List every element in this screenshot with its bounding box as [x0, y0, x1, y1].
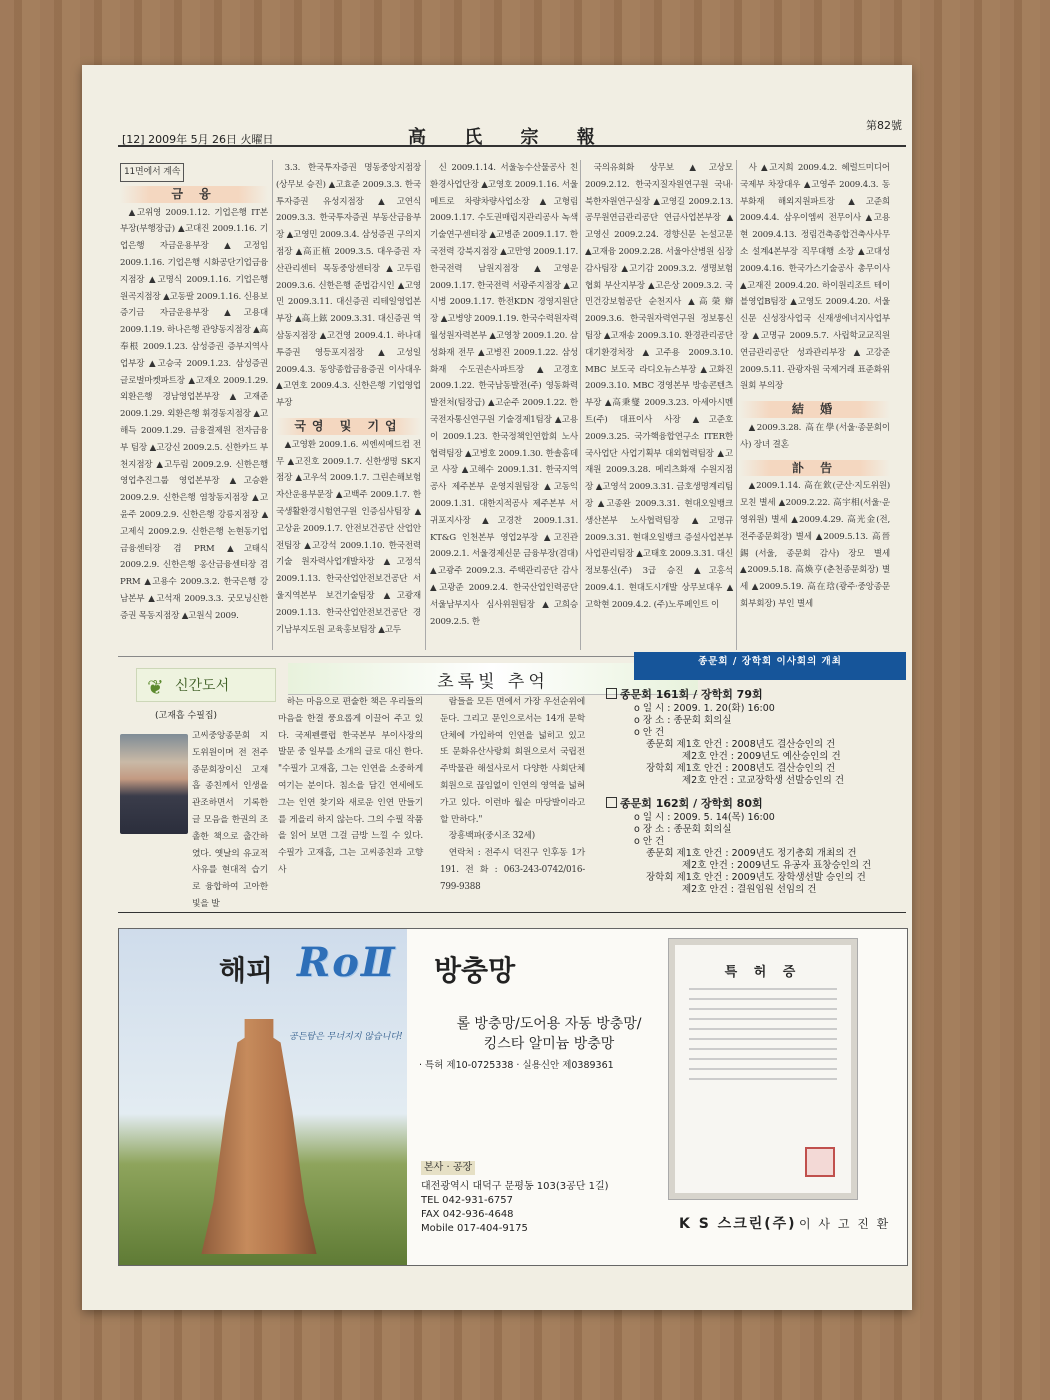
- mobile: Mobile 017-404-9175: [421, 1223, 528, 1234]
- new-book-logo: [136, 668, 276, 702]
- agenda-item: 장학회 제1호 안건 : 2009년도 장학생선발 승인의 건: [646, 872, 866, 883]
- book-author-line: 장흥백파(중시조 32세): [448, 831, 536, 842]
- state-text-cont3: 사 ▲고지희 2009.4.2. 헤럴드미디어 국제부 차장대우 ▲고영주 2009.4.3. 동부화재 해외지원파트장 ▲고준희 2009.4.4. 삼우이엠씨 전무이사 ▲고용현 2009.4.13. 정림건축종합건축사사무소 설계4본부장 직무대행 소장 ▲고대성 2009.4.16. 한국가스기술공사 총무이사 ▲고재진 2009.4.20. 하이원리조트 테이블영업B팀장 ▲고영도 2009.4.20. 서울신문 신성장사업국 신재생에너지사업부장 ▲고명규 2009.5.7. 사립학교교직원연금관리공단 성과관리부장 ▲고강준 2009.5.11. 관광자원 국제거래 표준화위원회 부의장: [740, 163, 890, 392]
- divider: [580, 160, 581, 650]
- book-column-3: [440, 694, 585, 894]
- certificate-title: 특 허 증: [724, 965, 802, 980]
- advertisement: [118, 928, 908, 1266]
- agenda-item: 제2호 안건 : 고교장학생 선발승인의 건: [682, 775, 844, 786]
- meeting-notice: [594, 652, 906, 895]
- ad-address-block: [421, 1161, 609, 1236]
- column-5: [740, 160, 890, 653]
- company-name: K S 스크린(주): [679, 1216, 797, 1232]
- meeting-161-heading: 종문회 161회 / 장학회 79회: [606, 686, 906, 702]
- address: 대전광역시 대덕구 문평동 103(3공단 1길): [421, 1181, 609, 1192]
- new-book-label: 신간도서: [175, 678, 230, 694]
- book-column-1: [120, 728, 268, 909]
- agenda-item: 제2호 안건 : 결원임원 선임의 건: [682, 884, 817, 895]
- section-state-enterprise: 국영 및 기업: [276, 418, 421, 435]
- column-1: [120, 163, 268, 653]
- wedding-text: ▲2009.3.28. 高在學(서울·종문회이사) 장녀 결혼: [740, 422, 890, 450]
- book-subtitle: (고재흡 수필집): [155, 711, 218, 721]
- section-wedding: 結 婚: [740, 401, 890, 418]
- product-line-1: 롤 방충망/도어용 자동 방충망/: [456, 1016, 642, 1032]
- company-director: 이 사 고 진 환: [799, 1217, 891, 1231]
- column-2: [276, 160, 421, 653]
- official-seal: [805, 1147, 835, 1177]
- column-4: [585, 160, 733, 653]
- meeting-161-agenda: o 안 건: [634, 727, 665, 738]
- meeting-162-heading: 종문회 162회 / 장학회 80회: [606, 795, 906, 811]
- meeting-162-agenda: o 안 건: [634, 836, 665, 847]
- meeting-162-place: o 장 소 : 종문회 회의실: [634, 824, 732, 835]
- newspaper-title: 高 氏 宗 報: [408, 127, 611, 148]
- roll-logo: RoⅡ: [297, 939, 397, 986]
- section-obituary: 訃 告: [740, 460, 890, 477]
- agenda-item: 종문회 제1호 안건 : 2008년도 결산승인의 건: [646, 739, 836, 750]
- meeting-161-date: o 일 시 : 2009. 1. 20(화) 16:00: [634, 703, 775, 714]
- book-text-1: 고씨중앙종문회 지도위원이며 전 전주종문회장이신 고재흡 종친께서 인생을 관조하면서 기록한 글 모음을 한권의 조촐한 책으로 출간하였다. 옛날의 유교적 사유를 현대적 습기로 융합하여 고아한 빛을 발: [192, 731, 268, 909]
- state-text: ▲고영환 2009.1.6. 씨엔씨메드컴 전무 ▲고진호 2009.1.7. 신한생명 SK지점장 ▲고우석 2009.1.7. 그린손해보험 자산운용부문장 ▲고백주 2009.1.7. 한국생활환경시험연구원 인증심사팀장 ▲고상윤 2009.1.7. 안전보건공단 산업안전팀장 ▲고강석 2009.1.10. 한국전력기술 원자력사업개발차장 ▲고정석 2009.1.13. 한국산업안전보건공단 서울지역본부 보건기술팀장 ▲고광재 2009.1.13. 한국산업안전보건공단 경기남부지도원 교육홍보팀장 ▲고두: [276, 439, 421, 635]
- page-date: [12] 2009年 5月 26日 火曜日: [122, 133, 274, 146]
- phone: TEL 042-931-6757: [421, 1195, 514, 1206]
- address-label: 본사 · 공장: [421, 1161, 475, 1175]
- divider: [118, 912, 906, 913]
- finance-text: ▲고위영 2009.1.12. 기업은행 IT본부장(부행장급) ▲고대진 2009.1.16. 기업은행 자금운용부장 ▲고정임 2009.1.16. 기업은행 시화공단기업금융지점장 ▲고명식 2009.1.16. 기업은행 원곡지점장 ▲고동팔 2009.1.16. 신용보증기금 자금운용부장 ▲고용대 2009.1.19. 하나은행 관양동지점장 ▲高奉根 2009.1.23. 삼성증권 증부지역사업부장 ▲고승국 2009.1.23. 삼성증권 글로벌마켓파트장 ▲고재오 2009.1.29. 외환은행 경남영업본부장 ▲고재준 2009.1.29. 외환은행 휘경동지점장 ▲고해득 2009.1.29. 금융결제원 전자금융부 팀장 ▲고강신 2009.2.5. 신한카드 부천지점장 ▲고두림 2009.2.9. 신한은행 영업추진그룹 영업본부장 ▲고승환 2009.2.9. 신한은행 염창동지점장 ▲고윤주 2009.2.9. 신한은행 강릉지점장 ▲고제식 2009.2.9. 신한은행 논현동기업금융센터장 겸 PRM ▲고태식 2009.2.9. 신한은행 옹산금융센터장 겸 PRM ▲고용수 2009.3.2. 한국은행 강남본부 ▲고석재 2009.3.3. 굿모닝신한증권 목동지점장 ▲고원식 2009.: [120, 207, 268, 621]
- ad-products: [419, 1014, 679, 1054]
- finance-text-cont: 3.3. 한국투자증권 명동중앙지점장(상무보 승진) ▲고효준 2009.3.3. 한국투자증권 유성지점장 ▲고연식 2009.3.3. 한국투자증권 부동산금융부장 ▲고영민 2009.3.4. 삼성증권 구의지점장 ▲高正植 2009.3.5. 대우증권 자산관리센터 목동중앙센터장 ▲고두림 2009.3.6. 신한은행 준법감시인 ▲고영민 2009.3.11. 대신증권 리테일영업본부장 ▲高上鉉 2009.3.31. 대신증권 역삼동지점장 ▲고건영 2009.4.1. 하나대투증권 영등포지점장 ▲고성일 2009.4.3. 동양종합금융증권 이사대우 ▲고연호 2009.4.3. 신한은행 기업영업부장: [276, 163, 421, 409]
- ad-title-pre: 해피: [219, 954, 274, 987]
- book-title: 초록빛 추억: [288, 663, 698, 695]
- book-text-3: 람들을 모든 면에서 가장 우선순위에 둔다. 그리고 문인으로서는 14개 문학단체에 가입하여 인연을 넓히고 있고 또 문화유산사랑회 회원으로서 국립전주박물관 해설사로서 다양한 사회단체 회원으로 끊임없이 인연의 영역을 넓혀가고 있다. 이런바 월순 마당발이라고 할 만하다.": [440, 697, 585, 825]
- meeting-title: 종문회 / 장학회 이사회의 개최: [634, 652, 906, 680]
- ad-title-post: 방충망: [434, 954, 516, 987]
- column-3: [430, 160, 578, 653]
- page-header: [118, 119, 906, 148]
- book-column-2: [278, 694, 423, 894]
- agenda-item: 장학회 제1호 안건 : 2008년도 결산승인의 건: [646, 763, 836, 774]
- product-line-2: 킹스타 알미늄 방충망: [483, 1036, 615, 1052]
- leaf-icon: ❦: [147, 675, 164, 699]
- agenda-item: 종문회 제1호 안건 : 2009년도 정기총회 개최의 건: [646, 848, 857, 859]
- divider: [272, 160, 273, 650]
- patent-numbers: · 특허 제10-0725338 · 실용신안 제0389361: [419, 1060, 614, 1071]
- ad-slogan: 공든탑은 무너지지 않습니다!: [289, 1032, 403, 1042]
- divider: [736, 160, 737, 650]
- continued-note: 11면에서 계속: [120, 163, 184, 182]
- agenda-item: 제2호 안건 : 2009년도 유공자 표창승인의 건: [682, 860, 872, 871]
- obituary-text: ▲2009.1.14. 高在欽(군산·지도위원) 모친 별세 ▲2009.2.22. 高宇相(서울·운영위원) 별세 ▲2009.4.29. 高光金(전, 전주종문회장) 별세 ▲2009.5.13. 高晉錫(서울, 종문회 감사) 장모 별세 ▲2009.5.18. 高煥亨(춘천종문회장) 별세 ▲2009.5.19. 高在琀(광주·중앙종문회부회장) 부인 별세: [740, 481, 890, 609]
- issue-number: 第82號: [866, 119, 902, 132]
- section-finance: 금 융: [120, 186, 268, 203]
- state-text-cont: 신 2009.1.14. 서울농수산물공사 친환경사업단장 ▲고영호 2009.1.16. 서울메트로 차량차량사업소장 ▲고형림 2009.1.17. 수도권매립지관리공사 녹색기술연구센터장 ▲고병준 2009.1.17. 한국전력 강북지점장 ▲고만영 2009.1.17. 한국전력 남원지점장 ▲고영운 2009.1.17. 한국전력 서광주지점장 ▲고시병 2009.1.17. 한전KDN 경영지원단장 ▲고병양 2009.1.19. 한국수력원자력 월성원자력본부 ▲고영창 2009.1.20. 삼성화재 전무 ▲고병진 2009.1.22. 삼성화재 수도권손사파트장 ▲고경호 2009.1.22. 한국남동발전(주) 영동화력발전처(팀장급) ▲고순주 2009.1.22. 한국전자통신연구원 기술경제1팀장 ▲고용이 2009.1.23. 한국정책인연합회 노사협력팀장 ▲고병호 2009.1.30. 한솔홈데코 사장 ▲고해수 2009.1.31. 한국지역공사 제주본부 운영지원팀장 ▲고동익 2009.1.31. 대한지적공사 제주본부 서귀포지사장 ▲고경찬 2009.1.31. KT&G 인천본부 영업2부장 ▲고진관 2009.2.1. 서울경제신문 금융부장(겸대) ▲고광주 2009.2.3. 주택관리공단 감사 ▲고광준 2009.2.4. 한국산업인력공단 서울남부지사 심사위원팀장 ▲고희승 2009.2.5. 한: [430, 163, 578, 627]
- book-contact: 연락처 : 전주시 덕진구 인후동 1가 191. 전 화 : 063-243-0742/016-799-9388: [440, 848, 585, 892]
- meeting-162-date: o 일 시 : 2009. 5. 14(목) 16:00: [634, 812, 775, 823]
- observatory-tower-image: [199, 1019, 319, 1254]
- patent-certificate: [669, 939, 857, 1199]
- meeting-161-place: o 장 소 : 종문회 회의실: [634, 715, 732, 726]
- state-text-cont2: 국의유회화 상무보 ▲고상모 2009.2.12. 한국지질자원연구원 국내·북한자원연구실장 ▲고영길 2009.2.13. 공무원연금관리공단 연금사업본부장 ▲고영신 2009.2.24. 경향신문 논설고문 ▲고재융 2009.2.28. 서울아산병원 심장감사팀장 ▲고기감 2009.3.2. 생명보험협회 부산지부장 ▲고은상 2009.3.2. 국민건강보험공단 순천지사 ▲高榮辯 2009.3.6. 한국원자력연구원 정보통신팀장 ▲고재송 2009.3.10. 환경관리공단 대기환경처장 ▲고주용 2009.3.10. MBC 보도국 라디오뉴스부장 ▲고화진 2009.3.10. MBC 경영본부 방송콘텐츠부장 ▲高秉燮 2009.3.23. 아세아시멘트(주) 대표이사 사장 ▲고준호 2009.3.25. 국가핵융합연구소 ITER한국사업단 사업기획부 대외협력팀장 ▲고재원 2009.3.28. 메리츠화재 수원지점장 ▲고영석 2009.3.31. 금호생명계리팀장 ▲고종완 2009.3.31. 현대오일뱅크 생산본부 노사협력팀장 ▲고명규 2009.3.31. 현대오일뱅크 증설사업본부 사업관리팀장 ▲고태호 2009.3.31. 대신정보통신(주) 3급 승진 ▲고홍석 2009.4.1. 현대도시개발 상무보대우 ▲고학현 2009.4.2. (주)노루페인트 이: [585, 163, 733, 610]
- book-text-2: 하는 마음으로 편술한 책은 우리들의 마음을 한결 풍요롭게 이끌어 주고 있다. 국제펜클럽 한국본부 부이사장의 발문 중 일부를 소개의 글로 대신 한다. "수필가 고재흡, 그는 인연을 소중하게 여기는 분이다. 침소을 담긴 연세에도 그는 인연 찾기와 새로운 인연 만들기를 게을리 하지 않는다. 그의 수필 작품을 읽어 보면 그걸 금방 느낄 수 있다. 수필가 고재흡, 그는 고씨종친과 고향사: [278, 697, 423, 875]
- agenda-item: 제2호 안건 : 2009년도 예산승인의 건: [682, 751, 841, 762]
- fax: FAX 042-936-4648: [421, 1209, 514, 1220]
- divider: [425, 160, 426, 650]
